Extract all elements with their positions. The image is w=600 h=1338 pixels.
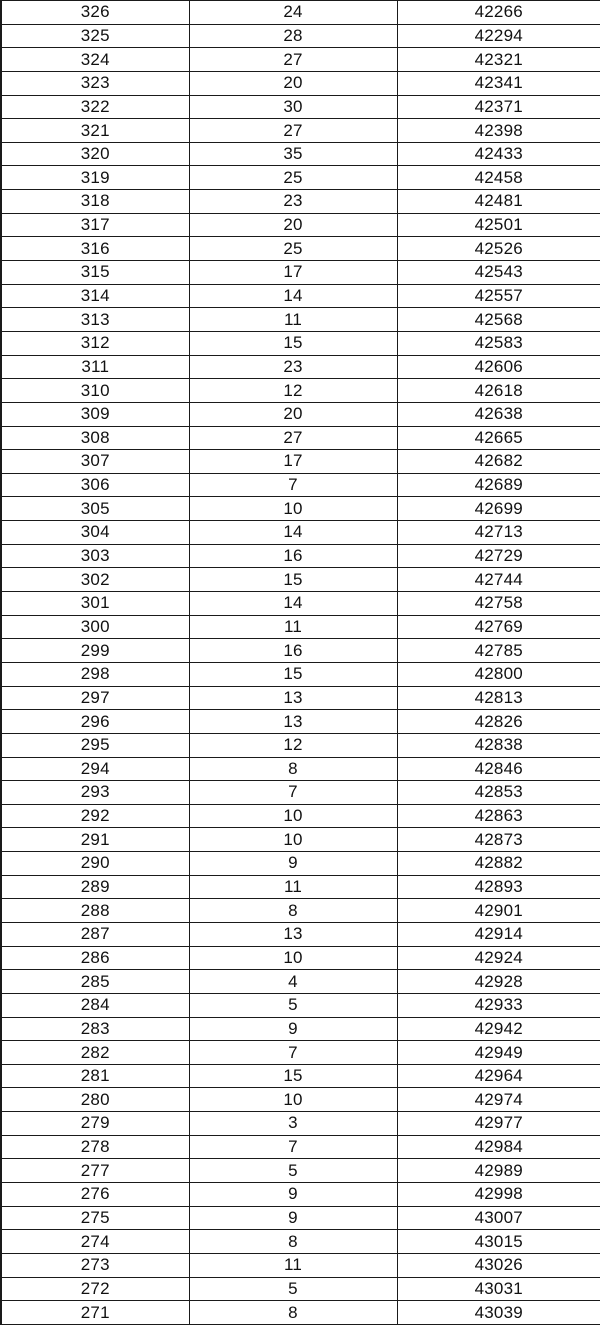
count-cell: 14 [189, 284, 397, 308]
score-cell: 305 [1, 497, 189, 521]
count-cell: 20 [189, 213, 397, 237]
table-row [1, 852, 600, 876]
count-cell: 10 [189, 946, 397, 970]
score-cell: 276 [1, 1183, 189, 1207]
score-cell: 309 [1, 402, 189, 426]
cumulative-cell: 42266 [397, 1, 600, 25]
cumulative-cell: 42989 [397, 1159, 600, 1183]
cumulative-cell: 43039 [397, 1301, 600, 1325]
count-cell: 9 [189, 852, 397, 876]
cumulative-cell: 42769 [397, 615, 600, 639]
cumulative-cell: 42321 [397, 48, 600, 72]
table-row [1, 993, 600, 1017]
cumulative-cell: 42744 [397, 568, 600, 592]
cumulative-cell: 42526 [397, 237, 600, 261]
count-cell: 15 [189, 1064, 397, 1088]
table-row [1, 639, 600, 663]
table-row [1, 1277, 600, 1301]
cumulative-cell: 42682 [397, 450, 600, 474]
table-row [1, 1253, 600, 1277]
score-cell: 283 [1, 1017, 189, 1041]
table-row [1, 946, 600, 970]
cumulative-cell: 42873 [397, 828, 600, 852]
score-cell: 310 [1, 379, 189, 403]
score-cell: 286 [1, 946, 189, 970]
count-cell: 28 [189, 24, 397, 48]
table-row [1, 1112, 600, 1136]
count-cell: 15 [189, 568, 397, 592]
cumulative-cell: 42863 [397, 804, 600, 828]
count-cell: 7 [189, 781, 397, 805]
table-row [1, 710, 600, 734]
count-cell: 9 [189, 1206, 397, 1230]
score-cell: 278 [1, 1135, 189, 1159]
score-cell: 295 [1, 733, 189, 757]
score-cell: 313 [1, 308, 189, 332]
count-cell: 23 [189, 190, 397, 214]
score-cell: 308 [1, 426, 189, 450]
score-cell: 288 [1, 899, 189, 923]
table-row [1, 781, 600, 805]
cumulative-cell: 42998 [397, 1183, 600, 1207]
table-row [1, 804, 600, 828]
table-row [1, 71, 600, 95]
cumulative-cell: 42557 [397, 284, 600, 308]
cumulative-cell: 42977 [397, 1112, 600, 1136]
table-row [1, 1301, 600, 1325]
table-row [1, 899, 600, 923]
table-row [1, 190, 600, 214]
table-row [1, 568, 600, 592]
score-cell: 272 [1, 1277, 189, 1301]
cumulative-cell: 42813 [397, 686, 600, 710]
cumulative-cell: 43007 [397, 1206, 600, 1230]
table-row [1, 875, 600, 899]
count-cell: 10 [189, 497, 397, 521]
score-cell: 275 [1, 1206, 189, 1230]
score-cell: 299 [1, 639, 189, 663]
count-cell: 25 [189, 237, 397, 261]
table-row [1, 733, 600, 757]
table-row [1, 142, 600, 166]
table-row [1, 426, 600, 450]
score-cell: 282 [1, 1041, 189, 1065]
table-row [1, 828, 600, 852]
cumulative-cell: 42638 [397, 402, 600, 426]
table-row [1, 355, 600, 379]
score-cell: 284 [1, 993, 189, 1017]
cumulative-cell: 42924 [397, 946, 600, 970]
count-cell: 12 [189, 733, 397, 757]
score-cell: 320 [1, 142, 189, 166]
score-cell: 292 [1, 804, 189, 828]
score-cell: 285 [1, 970, 189, 994]
cumulative-cell: 42914 [397, 922, 600, 946]
table-row [1, 284, 600, 308]
count-cell: 8 [189, 757, 397, 781]
score-cell: 314 [1, 284, 189, 308]
count-cell: 13 [189, 922, 397, 946]
cumulative-cell: 42838 [397, 733, 600, 757]
cumulative-cell: 42974 [397, 1088, 600, 1112]
cumulative-cell: 42949 [397, 1041, 600, 1065]
score-cell: 290 [1, 852, 189, 876]
cumulative-cell: 42901 [397, 899, 600, 923]
score-cell: 300 [1, 615, 189, 639]
cumulative-cell: 42543 [397, 261, 600, 285]
table-row [1, 544, 600, 568]
cumulative-cell: 42699 [397, 497, 600, 521]
count-cell: 5 [189, 1277, 397, 1301]
count-cell: 9 [189, 1017, 397, 1041]
score-cell: 298 [1, 662, 189, 686]
table-row [1, 24, 600, 48]
cumulative-cell: 43026 [397, 1253, 600, 1277]
cumulative-cell: 42341 [397, 71, 600, 95]
count-cell: 5 [189, 993, 397, 1017]
score-cell: 281 [1, 1064, 189, 1088]
cumulative-cell: 43031 [397, 1277, 600, 1301]
score-cell: 317 [1, 213, 189, 237]
score-cell: 293 [1, 781, 189, 805]
count-cell: 8 [189, 1230, 397, 1254]
table-row [1, 970, 600, 994]
table-row [1, 119, 600, 143]
table-row [1, 757, 600, 781]
count-cell: 14 [189, 592, 397, 616]
count-cell: 11 [189, 308, 397, 332]
count-cell: 10 [189, 1088, 397, 1112]
count-cell: 15 [189, 662, 397, 686]
count-cell: 15 [189, 331, 397, 355]
count-cell: 23 [189, 355, 397, 379]
cumulative-cell: 42481 [397, 190, 600, 214]
cumulative-cell: 42853 [397, 781, 600, 805]
cumulative-cell: 42568 [397, 308, 600, 332]
cumulative-cell: 42729 [397, 544, 600, 568]
table-row [1, 331, 600, 355]
count-cell: 30 [189, 95, 397, 119]
count-cell: 14 [189, 521, 397, 545]
table-row [1, 1159, 600, 1183]
table-row [1, 48, 600, 72]
cumulative-cell: 42501 [397, 213, 600, 237]
score-cell: 287 [1, 922, 189, 946]
cumulative-cell: 42846 [397, 757, 600, 781]
table-row [1, 261, 600, 285]
count-cell: 13 [189, 686, 397, 710]
score-cell: 319 [1, 166, 189, 190]
count-cell: 17 [189, 261, 397, 285]
score-cell: 291 [1, 828, 189, 852]
score-cell: 318 [1, 190, 189, 214]
cumulative-cell: 43015 [397, 1230, 600, 1254]
score-cell: 279 [1, 1112, 189, 1136]
cumulative-cell: 42665 [397, 426, 600, 450]
cumulative-cell: 42294 [397, 24, 600, 48]
table-row [1, 1088, 600, 1112]
table-row [1, 166, 600, 190]
cumulative-cell: 42942 [397, 1017, 600, 1041]
score-cell: 322 [1, 95, 189, 119]
score-cell: 280 [1, 1088, 189, 1112]
score-cell: 325 [1, 24, 189, 48]
score-cell: 326 [1, 1, 189, 25]
table-row [1, 450, 600, 474]
score-cell: 307 [1, 450, 189, 474]
count-cell: 7 [189, 1041, 397, 1065]
score-cell: 289 [1, 875, 189, 899]
count-cell: 16 [189, 639, 397, 663]
count-cell: 13 [189, 710, 397, 734]
count-cell: 27 [189, 426, 397, 450]
table-row [1, 922, 600, 946]
table-row [1, 615, 600, 639]
table-row [1, 379, 600, 403]
score-cell: 271 [1, 1301, 189, 1325]
table-row [1, 1135, 600, 1159]
table-row [1, 497, 600, 521]
score-cell: 296 [1, 710, 189, 734]
score-cell: 303 [1, 544, 189, 568]
count-cell: 20 [189, 71, 397, 95]
cumulative-cell: 42618 [397, 379, 600, 403]
score-cell: 306 [1, 473, 189, 497]
score-cell: 297 [1, 686, 189, 710]
count-cell: 27 [189, 48, 397, 72]
count-cell: 20 [189, 402, 397, 426]
table-row [1, 592, 600, 616]
table-row [1, 308, 600, 332]
count-cell: 11 [189, 875, 397, 899]
table-row [1, 686, 600, 710]
score-cell: 304 [1, 521, 189, 545]
cumulative-cell: 42606 [397, 355, 600, 379]
count-cell: 7 [189, 473, 397, 497]
count-cell: 16 [189, 544, 397, 568]
score-cell: 316 [1, 237, 189, 261]
score-cell: 277 [1, 1159, 189, 1183]
score-cell: 321 [1, 119, 189, 143]
table-row [1, 1230, 600, 1254]
cumulative-cell: 42826 [397, 710, 600, 734]
score-table-body [1, 1, 600, 1325]
table-row [1, 1017, 600, 1041]
table-row [1, 213, 600, 237]
count-cell: 27 [189, 119, 397, 143]
cumulative-cell: 42398 [397, 119, 600, 143]
cumulative-cell: 42433 [397, 142, 600, 166]
cumulative-cell: 42800 [397, 662, 600, 686]
score-cell: 311 [1, 355, 189, 379]
score-cell: 324 [1, 48, 189, 72]
count-cell: 5 [189, 1159, 397, 1183]
count-cell: 8 [189, 899, 397, 923]
cumulative-cell: 42964 [397, 1064, 600, 1088]
score-cell: 273 [1, 1253, 189, 1277]
cumulative-cell: 42458 [397, 166, 600, 190]
count-cell: 12 [189, 379, 397, 403]
table-row [1, 1, 600, 25]
score-cell: 323 [1, 71, 189, 95]
score-cell: 315 [1, 261, 189, 285]
score-cell: 301 [1, 592, 189, 616]
count-cell: 10 [189, 828, 397, 852]
table-row [1, 662, 600, 686]
cumulative-cell: 42882 [397, 852, 600, 876]
score-cell: 274 [1, 1230, 189, 1254]
cumulative-cell: 42371 [397, 95, 600, 119]
table-row [1, 95, 600, 119]
count-cell: 11 [189, 1253, 397, 1277]
score-cell: 302 [1, 568, 189, 592]
table-row [1, 402, 600, 426]
table-row [1, 1183, 600, 1207]
count-cell: 10 [189, 804, 397, 828]
count-cell: 8 [189, 1301, 397, 1325]
table-row [1, 1064, 600, 1088]
count-cell: 4 [189, 970, 397, 994]
cumulative-cell: 42984 [397, 1135, 600, 1159]
cumulative-cell: 42689 [397, 473, 600, 497]
cumulative-cell: 42933 [397, 993, 600, 1017]
cumulative-cell: 42758 [397, 592, 600, 616]
count-cell: 25 [189, 166, 397, 190]
count-cell: 17 [189, 450, 397, 474]
count-cell: 9 [189, 1183, 397, 1207]
cumulative-cell: 42893 [397, 875, 600, 899]
score-cell: 294 [1, 757, 189, 781]
count-cell: 3 [189, 1112, 397, 1136]
cumulative-cell: 42785 [397, 639, 600, 663]
table-row [1, 473, 600, 497]
count-cell: 24 [189, 1, 397, 25]
table-row [1, 237, 600, 261]
cumulative-cell: 42583 [397, 331, 600, 355]
table-row [1, 1206, 600, 1230]
cumulative-cell: 42928 [397, 970, 600, 994]
count-cell: 7 [189, 1135, 397, 1159]
cumulative-cell: 42713 [397, 521, 600, 545]
count-cell: 35 [189, 142, 397, 166]
table-row [1, 1041, 600, 1065]
count-cell: 11 [189, 615, 397, 639]
score-cell: 312 [1, 331, 189, 355]
table-row [1, 521, 600, 545]
